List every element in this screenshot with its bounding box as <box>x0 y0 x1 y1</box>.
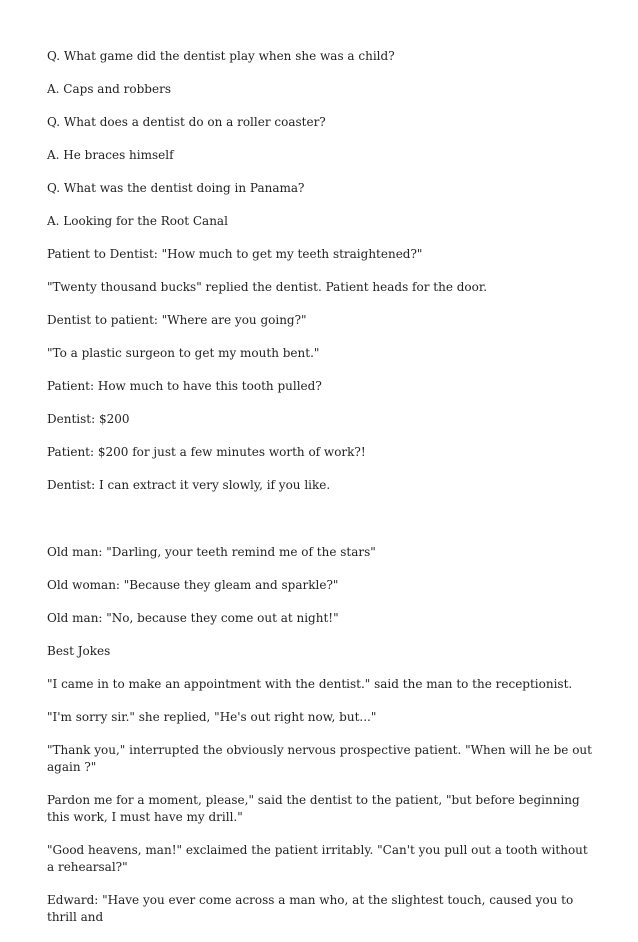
paragraph-old-woman-gleam: Old woman: "Because they gleam and sparkle?" <box>47 578 339 592</box>
paragraph-old-man-night: Old man: "No, because they come out at night!" <box>47 611 339 625</box>
paragraph-few-minutes: Patient: $200 for just a few minutes worth of work?! <box>47 445 366 459</box>
document-body <box>47 48 592 942</box>
paragraph-q-game: Q. What game did the dentist play when she was a child? <box>47 49 395 63</box>
paragraph-a-braces: A. He braces himself <box>47 148 174 162</box>
paragraph-extract-slowly: Dentist: I can extract it very slowly, if you like. <box>47 478 331 492</box>
paragraph-pardon-drill: Pardon me for a moment, please," said the dentist to the patient, "but before beginning this work, I must have my drill." <box>47 793 580 824</box>
paragraph-plastic-surgeon: "To a plastic surgeon to get my mouth bent." <box>47 346 320 360</box>
paragraph-appointment: "I came in to make an appointment with the dentist." said the man to the receptionist. <box>47 677 573 691</box>
paragraph-old-man-stars: Old man: "Darling, your teeth remind me of the stars" <box>47 545 376 559</box>
paragraph-sorry-sir: "I'm sorry sir." she replied, "He's out right now, but..." <box>47 710 377 724</box>
paragraph-twenty-thousand: "Twenty thousand bucks" replied the dentist. Patient heads for the door. <box>47 280 488 294</box>
paragraph-a-root-canal: A. Looking for the Root Canal <box>47 214 228 228</box>
paragraph-q-panama: Q. What was the dentist doing in Panama? <box>47 181 305 195</box>
paragraph-best-jokes: Best Jokes <box>47 644 111 658</box>
paragraph-where-going: Dentist to patient: "Where are you going?" <box>47 313 307 327</box>
paragraph-good-heavens: "Good heavens, man!" exclaimed the patient irritably. "Can't you pull out a tooth without a rehearsal?" <box>47 843 588 874</box>
paragraph-thank-you: "Thank you," interrupted the obviously nervous prospective patient. "When will he be out again ?" <box>47 743 592 774</box>
paragraph-q-roller-coaster: Q. What does a dentist do on a roller coaster? <box>47 115 326 129</box>
paragraph-patient-straightened: Patient to Dentist: "How much to get my teeth straightened?" <box>47 247 423 261</box>
paragraph-a-caps: A. Caps and robbers <box>47 82 171 96</box>
paragraph-tooth-pulled: Patient: How much to have this tooth pulled? <box>47 379 322 393</box>
paragraph-edward: Edward: "Have you ever come across a man who, at the slightest touch, caused you to thrill and <box>47 893 574 924</box>
paragraph-dentist-200: Dentist: $200 <box>47 412 130 426</box>
